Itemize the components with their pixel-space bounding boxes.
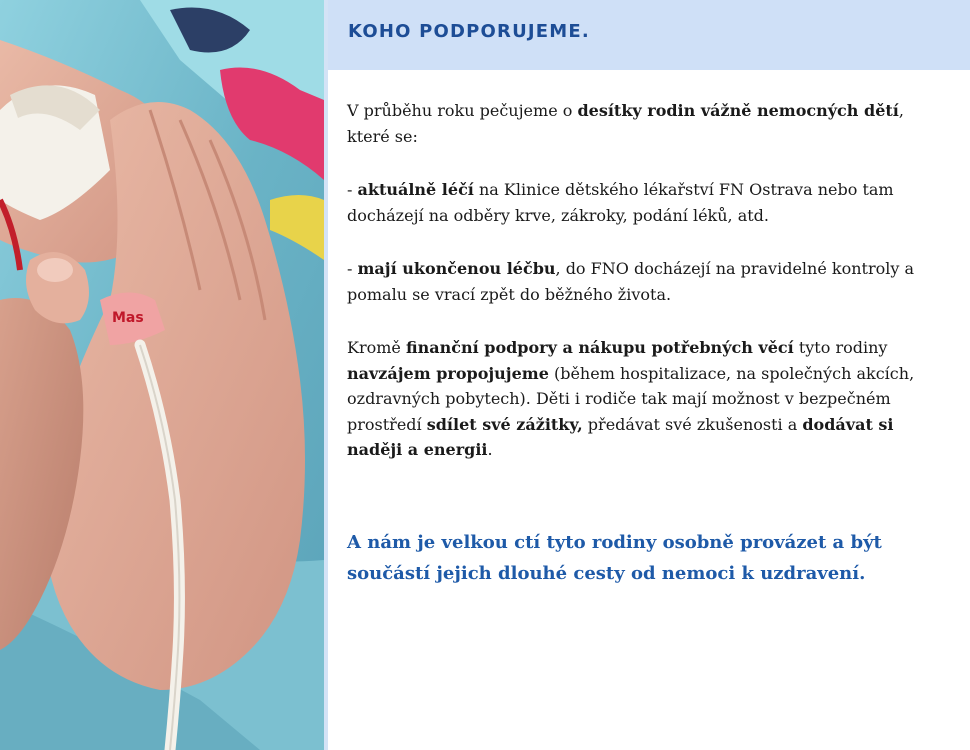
item-current-treatment (347, 177, 947, 228)
support-text: Kromě (347, 338, 406, 357)
sensor-label: Mas (112, 310, 144, 326)
item-dash: - (347, 259, 358, 278)
item-bold: aktuálně léčí (357, 180, 474, 199)
item-dash: - (347, 180, 358, 199)
support-bold: sdílet své zážitky, (426, 414, 583, 434)
item-finished-treatment (347, 256, 947, 307)
intro-paragraph (347, 98, 947, 149)
support-text: . (487, 440, 493, 459)
item-bold: mají ukončenou léčbu (357, 259, 556, 278)
support-bold: dodávat si naději a energii (347, 414, 894, 459)
closing-statement: A nám je velkou ctí tyto rodiny osobně provázet a být součástí jejich dlouhé cesty od nemoci k uzdravení. (347, 532, 882, 584)
item-text: , do FNO docházejí na pravidelné kontroly a pomalu se vrací zpět do běžného života. (347, 259, 915, 304)
intro-text-end: , které se: (347, 101, 904, 146)
main-text (347, 98, 947, 491)
support-text: předávat své zkušenosti a (582, 414, 803, 434)
divider-strip (324, 0, 328, 750)
header-band (328, 0, 970, 70)
support-bold: navzájem propojujeme (347, 363, 549, 383)
support-text: (během hospitalizace, na společných akcích, ozdravných pobytech). Děti i rodiče tak mají možnost v bezpečném prostředí (347, 363, 915, 434)
support-bold: finanční podpory a nákupu potřebných věcí (405, 338, 794, 357)
intro-text: V průběhu roku pečujeme o (347, 101, 578, 120)
page-title: KOHO PODPORUJEME. (348, 21, 590, 42)
hospital-hands-photo (0, 0, 324, 750)
support-text: tyto rodiny (793, 338, 888, 357)
item-text: na Klinice dětského lékařství FN Ostrava nebo tam docházejí na odběry krve, zákroky, podání léků, atd. (347, 180, 894, 225)
support-paragraph (347, 335, 947, 463)
intro-bold: desítky rodin vážně nemocných dětí (577, 101, 899, 120)
